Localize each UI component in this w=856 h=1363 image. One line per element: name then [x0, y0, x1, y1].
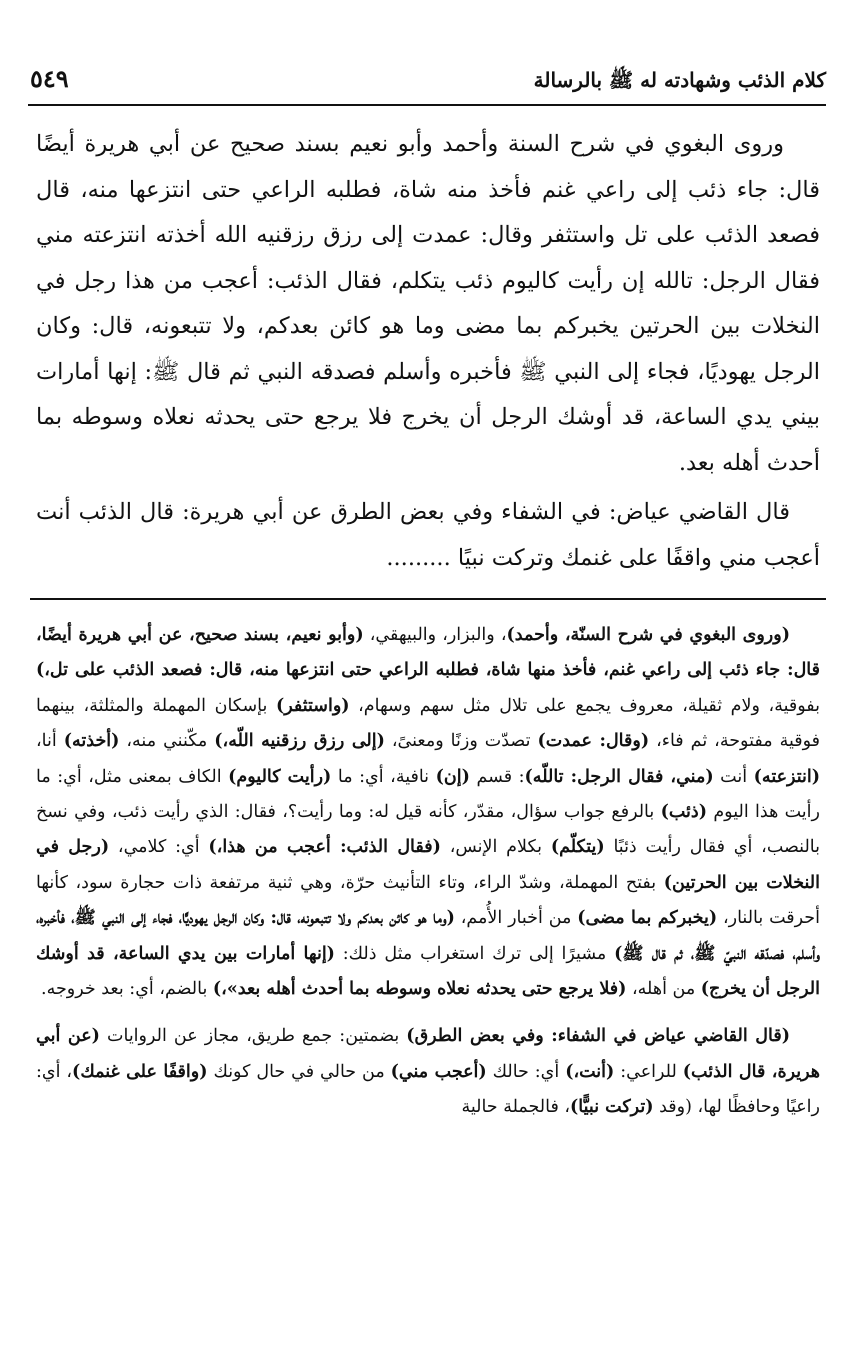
commentary-run: ، والبزار، والبيهقي،	[363, 625, 507, 645]
quoted-text-bold: (رجل في النخلات بين الحرتين)	[36, 837, 820, 893]
commentary-run: أنت	[713, 766, 754, 787]
header-rule	[28, 104, 826, 106]
quoted-text-bold: (إنها أمارات بين يدي الساعة، قد أوشك الرجل أن يخرج)	[36, 943, 820, 1000]
commentary-run: من حالي في حال كونك	[207, 1061, 391, 1082]
quoted-text-bold: (فلا يرجع حتى يحدثه نعلاه وسوطه بما أحدث أهله بعد»،)	[212, 979, 627, 1000]
commentary-run: من أخبار الأُمم،	[454, 908, 578, 929]
quoted-text-bold: (رأيت كاليوم)	[228, 766, 332, 787]
commentary-run: بالضم، أي: بعد خروجه.	[41, 979, 213, 1000]
quoted-text-bold: (فقال الذئب: أعجب من هذا،)	[208, 837, 441, 858]
ellipsis-dots: .........	[386, 544, 451, 571]
quoted-text-bold: (وأبو نعيم، بسند صحيح، عن أبي هريرة أيضًا، قال: جاء ذئب إلى راعي غنم، فأخذ منها شاة، فطلبه الراعي حتى انتزعها منه، قال: فصعد الذئب على تل،)	[36, 625, 820, 681]
quoted-text-bold: (إلى رزق رزقنيه اللّه،)	[214, 731, 385, 752]
main-paragraph-2-text: قال القاضي عياض: في الشفاء وفي بعض الطرق عن أبي هريرة: قال الذئب أنت أعجب مني واقفًا على غنمك وتركت نبيًا	[36, 499, 820, 571]
commentary-separator	[30, 598, 826, 600]
commentary-run: أي: حالك	[486, 1061, 566, 1082]
quoted-text-bold: (وما هو كائن بعدكم ولا تتبعونه، قال: وكان الرجل يهوديًّا، فجاء إلى النبي ﷺ، فأخبره، وأسلم، فصدّقه النبيّ ﷺ، ثم قال ﷺ)	[36, 908, 821, 964]
commentary-run: الكاف بمعنى مثل، أي: ما رأيت هذا اليوم	[36, 766, 820, 823]
commentary-text	[36, 618, 820, 1126]
commentary-run: أنا،	[36, 731, 64, 752]
commentary-run: ، أي: راعيًا وحافظًا لها،	[36, 1061, 820, 1118]
quoted-text-bold: (قال القاضي عياض في الشفاء: وفي بعض الطرق)	[406, 1026, 790, 1047]
quoted-text-bold: (إن)	[435, 766, 470, 787]
quoted-text-bold: (ذئب)	[660, 802, 708, 823]
commentary-run: من أهله،	[626, 979, 701, 1000]
commentary-run: بإسكان المهملة والمثلثة، بينهما فوقية مفتوحة، ثم فاء،	[36, 695, 821, 752]
quoted-text-bold: (واستثفر)	[275, 695, 350, 716]
quoted-text-bold: (وروى البغوي في شرح السنّة، وأحمد)	[506, 625, 790, 645]
commentary-paragraph-2	[36, 1019, 820, 1125]
commentary-run: مشيرًا إلى ترك استغراب مثل ذلك:	[334, 943, 615, 964]
quoted-text-bold: (أخذته)	[63, 731, 120, 752]
quoted-text-bold: (أنت،)	[565, 1061, 615, 1082]
commentary-run: : قسم	[469, 766, 525, 787]
main-text	[36, 122, 820, 581]
main-paragraph-1: وروى البغوي في شرح السنة وأحمد وأبو نعيم بسند صحيح عن أبي هريرة أيضًا قال: جاء ذئب إلى راعي غنم فأخذ منه شاة، فطلبه الراعي حتى انتزعها منه، قال فصعد الذئب على تل واستثفر وقال: عمدت إلى رزق رزقنيه الله أخذته انتزعته مني فقال الرجل: تالله إن رأيت كاليوم ذئب يتكلم، فقال الذئب: أعجب من هذا رجل في النخلات بين الحرتين يخبركم بما مضى وما هو كائن بعدكم، ولا تتبعونه، قال: وكان الرجل يهوديًا، فجاء إلى النبي ﷺ فأخبره وأسلم فصدقه النبي ثم قال ﷺ: إنها أمارات بيني يدي الساعة، قد أوشك الرجل أن يخرج فلا يرجع حتى يحدثه نعلاه وسوطه بما أحدث أهله بعد.	[36, 131, 820, 476]
quoted-text-bold: (مني، فقال الرجل: تاللّه)	[524, 766, 714, 787]
quoted-text-bold: (واقفًا على غنمك)	[72, 1061, 208, 1082]
quoted-text-bold: (يخبركم بما مضى)	[577, 908, 718, 929]
quoted-text-bold: (عن أبي هريرة، قال الذئب)	[36, 1026, 821, 1082]
quoted-text-bold: (انتزعته)	[753, 766, 820, 787]
commentary-run: (وقد	[653, 1097, 692, 1118]
commentary-run: أي: كلامي،	[109, 837, 209, 858]
commentary-paragraph-1	[36, 618, 820, 1007]
running-title: كلام الذئب وشهادته له ﷺ بالرسالة	[533, 68, 826, 92]
page-number: ٥٤٩	[30, 64, 69, 93]
main-paragraph-2	[36, 490, 820, 581]
quoted-text-bold: (وقال: عمدت)	[537, 731, 650, 752]
commentary-run: للراعي:	[614, 1061, 683, 1082]
commentary-run: بضمتين: جمع طريق، مجاز عن الروايات	[99, 1026, 407, 1047]
commentary-run: بكلام الإنس،	[440, 837, 551, 858]
page-header	[30, 62, 826, 106]
commentary-run: ، فالجملة حالية	[461, 1097, 571, 1118]
commentary-run: مكّنني منه،	[119, 731, 215, 752]
commentary-run: بفوقية، ولام ثقيلة، معروف يجمع على تلال مثل سهم وسهام،	[349, 695, 821, 716]
commentary-run: بالرفع جواب سؤال، مقدّر، كأنه قيل له: وما رأيت؟، فقال: الذي رأيت ذئب، وفي نسخ بالنصب، أي فقال رأيت ذئبًا	[36, 802, 820, 858]
quoted-text-bold: (يتكلّم)	[550, 837, 605, 858]
quoted-text-bold: (تركت نبيًّا)	[570, 1097, 654, 1118]
commentary-run: نافية، أي: ما	[331, 766, 436, 787]
quoted-text-bold: (أعجب مني)	[390, 1061, 487, 1082]
commentary-run: بفتح المهملة، وشدّ الراء، وتاء التأنيث حرّة، وهي ثنية مرتفعة ذات حجارة سود، كأنها أحرقت بالنار،	[36, 872, 820, 929]
commentary-run: تصدّت وزنًا ومعنىً،	[384, 731, 538, 752]
